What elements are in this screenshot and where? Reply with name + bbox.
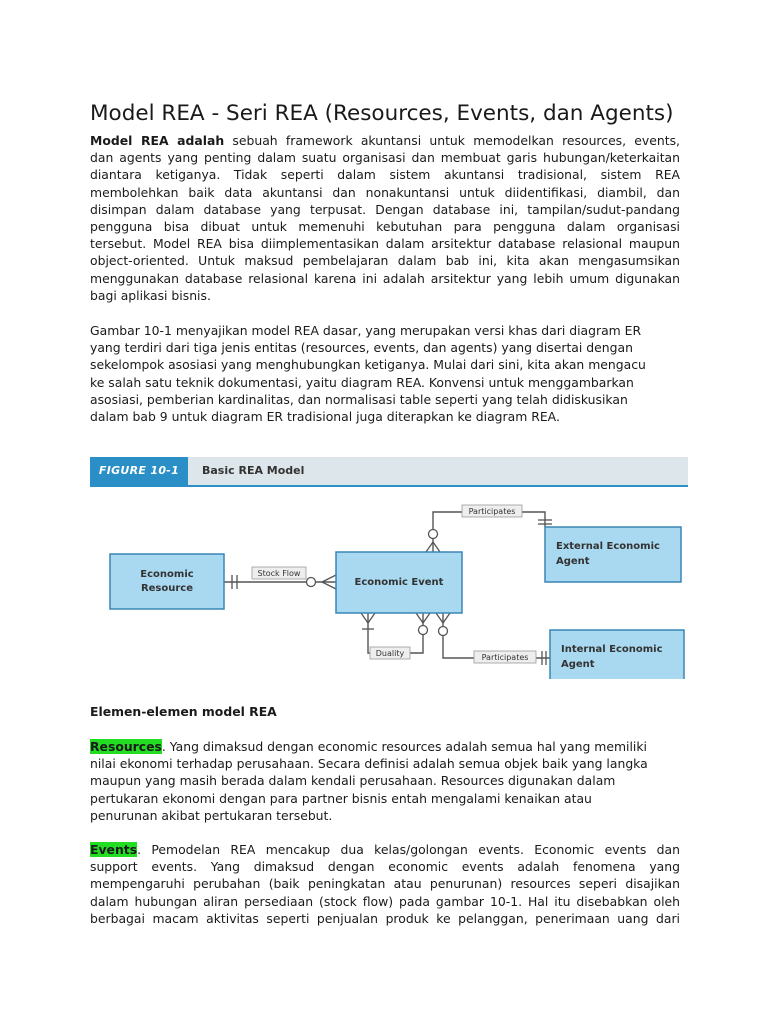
card-mark [322, 575, 336, 582]
intro-paragraph [90, 132, 680, 304]
para2-line: yang terdiri dari tiga jenis entitas (resources, events, dan agents) yang disertai dengan [90, 340, 633, 356]
rea-figure [90, 457, 688, 679]
resources-line: maupun yang masih berada dalam kendali perusahaan. Resources digunakan dalam [90, 773, 616, 789]
intro-line: membolehkan baik data akuntansi dan nonakuntansi untuk diidentifikasi, diambil, dan [90, 184, 680, 200]
participates-bottom-label: Participates [481, 653, 529, 662]
para2-line: ke salah satu teknik dokumentasi, yaitu diagram REA. Konvensi untuk menggambarkan [90, 374, 634, 390]
figure-tag: FIGURE 10-1 [90, 457, 188, 485]
card-mark [416, 613, 423, 623]
para2-line: asosiasi, pemberian kardinalitas, dan normalisasi table seperti yang telah didiskusikan [90, 391, 628, 407]
entity-resource [110, 554, 224, 609]
participates-top-label: Participates [468, 507, 516, 516]
intro-line: disimpan dalam database yang terpusat. Dengan database ini, tampilan/sudut-pandang [90, 201, 680, 217]
figure-header [90, 457, 688, 485]
entity-external-agent [545, 527, 681, 582]
events-line: . Pemodelan REA mencakup dua kelas/golongan events. Economic events dan [137, 842, 680, 857]
resources-line: . Yang dimaksud dengan economic resources adalah semua hal yang memiliki [161, 739, 647, 754]
intro-line: bagi aplikasi bisnis. [90, 287, 211, 303]
stock-flow-label: Stock Flow [257, 569, 301, 578]
card-mark [307, 578, 316, 587]
resources-line: penurunan akibat pertukaran tersebut. [90, 807, 333, 823]
intro-line: menggunakan database relasional karena ini adalah arsitektur yang lebih umum digunakan [90, 270, 680, 286]
para2-line: dalam bab 9 untuk diagram ER tradisional juga diterapkan ke diagram REA. [90, 409, 560, 425]
para2-line: Gambar 10-1 menyajikan model REA dasar, yang merupakan versi khas dari diagram ER [90, 323, 642, 338]
card-mark [426, 542, 433, 552]
events-line: mempengaruhi perubahan (baik peningkatan atau penurunan) resources seperi disajikan [90, 876, 680, 892]
resources-paragraph [90, 738, 680, 824]
card-mark [436, 613, 443, 623]
external-agent-label-2: Agent [556, 556, 590, 567]
intro-line: sebuah framework akuntansi untuk memodelkan resources, events, [224, 133, 680, 148]
para2-line: sekelompok asosiasi yang menghubungkan ketiganya. Mulai dari sini, kita akan mengacu [90, 357, 646, 373]
internal-agent-label-1: Internal Economic [561, 644, 663, 655]
events-line: support events. Yang dimaksud dengan economic events adalah fenomena yang [90, 859, 680, 875]
event-label: Economic Event [354, 577, 444, 588]
card-mark [443, 613, 450, 623]
rea-diagram [90, 487, 688, 679]
figure-intro-paragraph [90, 322, 680, 425]
resource-label-2: Resource [140, 583, 194, 594]
intro-line: object-oriented. Untuk maksud pembelajaran dalam bab ini, kita akan mengasumsikan [90, 253, 680, 269]
intro-line: diantara ketiganya. Tidak seperti dalam sistem akuntansi tradisional, sistem REA [90, 167, 680, 183]
events-term: Events [90, 842, 138, 857]
events-line: dalam hubungan aliran persediaan (stock flow) pada gambar 10-1. Hal itu disebabkan oleh [90, 893, 680, 909]
card-mark [419, 626, 428, 635]
events-line: berbagai macam aktivitas seperti penjualan produk ke pelanggan, penerimaan uang dari [90, 910, 680, 926]
intro-line: pengguna bisa dibuat untuk memenuhi kebutuhan para pengguna dalam organisasi [90, 219, 680, 235]
internal-agent-label-2: Agent [561, 659, 595, 670]
card-mark [322, 582, 336, 589]
resources-line: nilai ekonomi terhadap perusahaan. Secara definisi adalah semua objek baik yang langka [90, 756, 648, 772]
card-mark [423, 613, 430, 623]
card-mark [429, 530, 438, 539]
section-heading: Elemen-elemen model REA [90, 704, 277, 719]
page-title: Model REA - Seri REA (Resources, Events, dan Agents) [90, 101, 674, 126]
participates-top-line [433, 512, 545, 552]
resources-line: pertukaran ekonomi dengan para partner bisnis entah mengalami kenaikan atau [90, 790, 592, 806]
card-mark [439, 627, 448, 636]
card-mark [433, 542, 440, 552]
card-mark [368, 613, 375, 623]
intro-line: dan agents yang penting dalam suatu organisasi dan membuat garis hubungan/keterkaitan [90, 150, 680, 166]
events-paragraph [90, 841, 680, 927]
resources-term: Resources [90, 739, 162, 754]
figure-title: Basic REA Model [202, 464, 305, 477]
intro-line: tersebut. Model REA bisa diimplementasikan dalam arsitektur database relasional maupun [90, 236, 680, 252]
card-mark [361, 613, 368, 623]
external-agent-label-1: External Economic [556, 541, 660, 552]
resource-label-1: Economic [140, 569, 194, 580]
intro-lead: Model REA adalah [90, 133, 225, 148]
duality-label: Duality [375, 649, 405, 658]
